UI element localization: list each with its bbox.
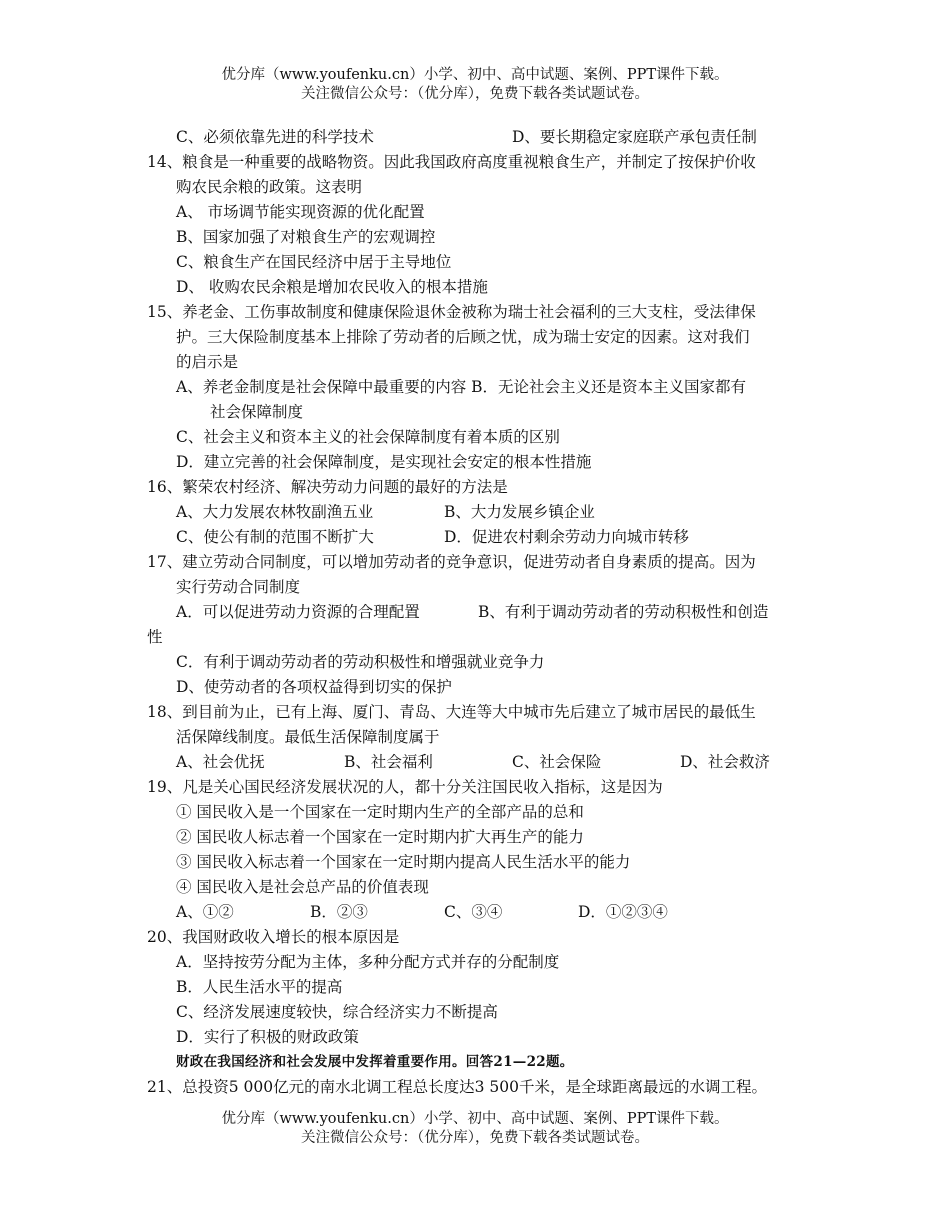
- q19-option-c: C、③④: [444, 903, 503, 921]
- q20-stem: 20、我国财政收入增长的根本原因是: [147, 928, 400, 946]
- q16-option-a: A、大力发展农林牧副渔五业: [176, 503, 374, 521]
- q16-option-d: D．促进农村剩余劳动力向城市转移: [444, 528, 689, 546]
- q17-option-c: C．有利于调动劳动者的劳动积极性和增强就业竞争力: [176, 653, 545, 671]
- q15-stem-line-1: 15、养老金、工伤事故制度和健康保险退休金被称为瑞士社会福利的三大支柱，受法律保: [147, 303, 756, 321]
- q14-stem-line-2: 购农民余粮的政策。这表明: [176, 178, 363, 196]
- q17-stem-line-2: 实行劳动合同制度: [176, 578, 301, 596]
- q19-statement-2: ② 国民收人标志着一个国家在一定时期内扩大再生产的能力: [176, 828, 584, 846]
- q17-option-b-cont: 性: [147, 628, 163, 646]
- q14-stem-line-1: 14、粮食是一种重要的战略物资。因此我国政府高度重视粮食生产，并制定了按保护价收: [147, 153, 756, 171]
- q16-option-b: B、大力发展乡镇企业: [444, 503, 595, 521]
- page-header-line-1: 优分库（www.youfenku.cn）小学、初中、高中试题、案例、PPT课件下载。: [221, 67, 729, 83]
- q19-option-d: D．①②③④: [578, 903, 668, 921]
- q15-option-d: D．建立完善的社会保障制度，是实现社会安定的根本性措施: [176, 453, 592, 471]
- q13-option-c: C、必须依靠先进的科学技术: [176, 128, 374, 146]
- q17-stem-line-1: 17、建立劳动合同制度，可以增加劳动者的竞争意识，促进劳动者自身素质的提高。因为: [147, 553, 756, 571]
- q17-option-a: A．可以促进劳动力资源的合理配置: [176, 603, 420, 621]
- q18-stem-line-2: 活保障线制度。最低生活保障制度属于: [176, 728, 440, 746]
- q15-stem-line-3: 的启示是: [176, 353, 239, 371]
- q15-option-b-cont: 社会保障制度: [210, 403, 304, 421]
- q15-stem-line-2: 护。三大保险制度基本上排除了劳动者的后顾之忧，成为瑞士安定的因素。这对我们: [176, 328, 750, 346]
- q15-option-c: C、社会主义和资本主义的社会保障制度有着本质的区别: [176, 428, 560, 446]
- q19-stem: 19、凡是关心国民经济发展状况的人，都十分关注国民收入指标，这是因为: [147, 778, 663, 796]
- q19-statement-3: ③ 国民收入标志着一个国家在一定时期内提高人民生活水平的能力: [176, 853, 631, 871]
- section-intro-21-22: 财政在我国经济和社会发展中发挥着重要作用。回答21—22题。: [176, 1054, 574, 1070]
- q20-option-d: D．实行了积极的财政政策: [176, 1028, 359, 1046]
- q18-option-b: B、社会福利: [344, 753, 433, 771]
- q14-option-c: C、粮食生产在国民经济中居于主导地位: [176, 253, 452, 271]
- q18-option-d: D、社会救济: [680, 753, 770, 771]
- q17-option-b: B、有利于调动劳动者的劳动积极性和创造: [478, 603, 769, 621]
- q19-statement-1: ① 国民收入是一个国家在一定时期内生产的全部产品的总和: [176, 803, 584, 821]
- page-footer-line-2: 关注微信公众号：（优分库），免费下载各类试题试卷。: [301, 1130, 649, 1146]
- page-header-line-2: 关注微信公众号：（优分库），免费下载各类试题试卷。: [301, 86, 649, 102]
- q19-statement-4: ④ 国民收入是社会总产品的价值表现: [176, 878, 429, 896]
- q13-option-d: D、要长期稳定家庭联产承包责任制: [512, 128, 757, 146]
- q18-stem-line-1: 18、到目前为止，已有上海、厦门、青岛、大连等大中城市先后建立了城市居民的最低生: [147, 703, 756, 721]
- q16-option-c: C、使公有制的范围不断扩大: [176, 528, 374, 546]
- q18-option-a: A、社会优抚: [176, 753, 265, 771]
- q14-option-a: A、 市场调节能实现资源的优化配置: [176, 203, 425, 221]
- q20-option-a: A．坚持按劳分配为主体，多种分配方式并存的分配制度: [176, 953, 560, 971]
- q15-option-ab: A、养老金制度是社会保障中最重要的内容 B．无论社会主义还是资本主义国家都有: [176, 378, 747, 396]
- q19-option-b: B．②③: [310, 903, 368, 921]
- q16-stem: 16、繁荣农村经济、解决劳动力问题的最好的方法是: [147, 478, 508, 496]
- q14-option-b: B、国家加强了对粮食生产的宏观调控: [176, 228, 436, 246]
- q18-option-c: C、社会保险: [512, 753, 602, 771]
- page-footer-line-1: 优分库（www.youfenku.cn）小学、初中、高中试题、案例、PPT课件下载。: [221, 1111, 729, 1127]
- q19-option-a: A、①②: [176, 903, 234, 921]
- q20-option-b: B．人民生活水平的提高: [176, 978, 343, 996]
- q14-option-d: D、 收购农民余粮是增加农民收入的根本措施: [176, 278, 488, 296]
- q20-option-c: C、经济发展速度较快，综合经济实力不断提高: [176, 1003, 498, 1021]
- q21-stem-line-1: 21、总投资5 000亿元的南水北调工程总长度达3 500千米，是全球距离最远的水调工程。: [147, 1078, 767, 1096]
- q17-option-d: D、使劳动者的各项权益得到切实的保护: [176, 678, 452, 696]
